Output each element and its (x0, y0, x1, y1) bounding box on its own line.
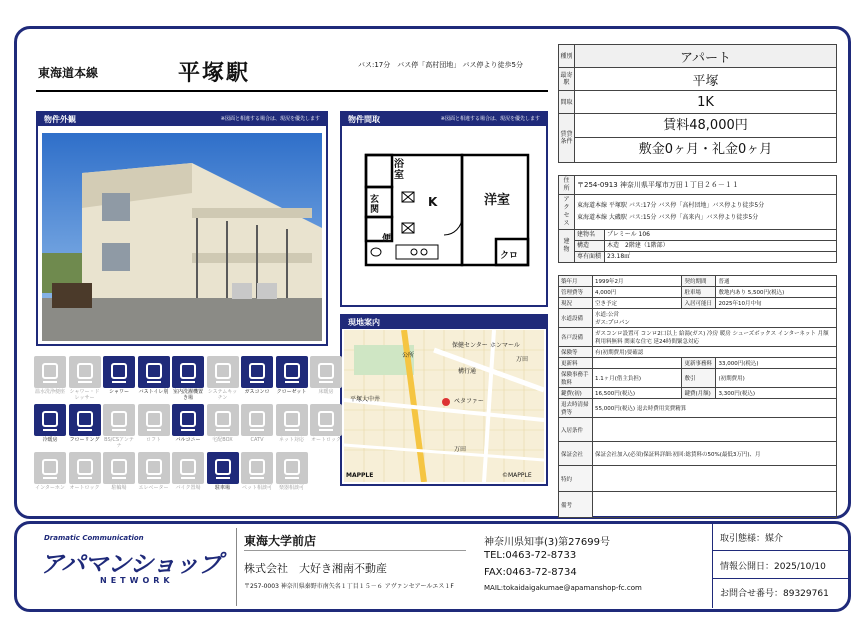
movein-key: 入居可能日 (682, 298, 716, 309)
map-label-1: 公所 (402, 352, 415, 359)
washing-machine-icon (172, 356, 204, 388)
access-line-1: 東海道本線 平塚駅 バス:17分 バス停「高村団地」バス停より徒歩5分 (577, 202, 765, 209)
station-label: 最寄駅 (559, 68, 575, 91)
header-rule (36, 90, 548, 92)
detail-table (558, 175, 837, 263)
shower-dresser-icon (69, 356, 101, 388)
equipment-label: クローゼット (276, 389, 307, 395)
equipment-item (138, 452, 170, 491)
footer-rule-b (713, 578, 849, 579)
equip-value: ガスコンロ設置可 コンロ2口以上 給湯(ガス) 冷房 暖房 シューズボックス インターネット 月額利用料無料 関東な住宅 延24時間緊急対応 (593, 328, 837, 347)
map-label-8: ぺタファー (454, 398, 484, 405)
map-title: 現地案内 (342, 316, 546, 329)
flooring-icon (69, 404, 101, 436)
equipment-item (207, 452, 239, 491)
intercom-icon (34, 452, 66, 484)
equipment-label: ペット相談可 (241, 485, 272, 491)
washlet-icon (34, 356, 66, 388)
type-label: 種別 (559, 45, 575, 68)
internet-icon (276, 404, 308, 436)
floorplan-panel (340, 111, 548, 307)
autolock2-icon (69, 452, 101, 484)
mail: MAIL:tokaidaigakumae@apamanshop-fc.com (484, 584, 642, 592)
equipment-item (138, 404, 170, 443)
access-line-2: 東海道本線 大磯駅 バス:15分 バス停「高来内」バス停より徒歩5分 (577, 214, 759, 221)
cleaning-key: 退去時清掃費等 (559, 399, 593, 418)
spec-table (558, 44, 837, 163)
entrance-label: 玄関 (370, 195, 380, 215)
floorplan-title: 物件間取 (342, 113, 546, 126)
equipment-item (69, 356, 101, 401)
map-label-2: 保健センター (452, 342, 488, 349)
equipment-item (34, 356, 66, 395)
map-label-5: 構行通 (458, 368, 477, 375)
map-label-6: 平塚大中井 (350, 396, 381, 403)
fax: FAX:0463-72-8734 (484, 567, 577, 578)
gas-stove-icon (241, 356, 273, 388)
notes-value (593, 418, 837, 442)
station-name: 平塚駅 (178, 61, 251, 86)
keymo-key: 鍵費(月額) (682, 388, 716, 399)
loft-icon (138, 404, 170, 436)
equipment-label: バルコニー (175, 437, 201, 443)
equipment-label: バストイレ別 (138, 389, 169, 395)
equipment-item (138, 356, 170, 395)
equipment-item (276, 452, 308, 491)
equipment-item (172, 404, 204, 443)
closet-icon (276, 356, 308, 388)
layout-label: 間取 (559, 91, 575, 114)
built-key: 築年月 (559, 276, 593, 287)
map-label-3: ホンマール (490, 342, 520, 349)
equipment-item (34, 404, 66, 443)
bike-icon (172, 452, 204, 484)
equipment-item (207, 356, 239, 401)
company-name: 株式会社 大好き湘南不動産 (244, 562, 387, 575)
footer-rule-a (713, 550, 849, 551)
bldg-struct-key: 構造 (575, 241, 605, 252)
balcony-icon (172, 404, 204, 436)
equipment-label: 温水洗浄便座 (34, 389, 65, 395)
guarantee-value: 1.1ヶ月(借主負担) (593, 369, 682, 388)
equipment-label: インターホン (35, 485, 65, 491)
footer-divider-1 (236, 528, 237, 606)
area-value: 23.18㎡ (605, 252, 837, 263)
status-key: 現況 (559, 298, 593, 309)
tokki-value (593, 466, 837, 492)
equipment-label: システムキッチン (207, 389, 238, 401)
closet-label: クロ (500, 251, 519, 261)
equipment-item (241, 356, 273, 395)
transaction-type: 取引態様：媒介 (720, 534, 784, 544)
key-value: 16,500円(税込) (593, 388, 682, 399)
address-label: 住所 (559, 176, 575, 195)
brand-network: NETWORK (100, 576, 174, 585)
bldg-name: プレミール 106 (605, 230, 837, 241)
equipment-item (276, 404, 308, 443)
building-photo (42, 133, 322, 341)
address-value: 〒254-0913 神奈川県平塚市万田１丁目２６－１１ (575, 176, 837, 195)
tel: TEL:0463-72-8733 (484, 550, 577, 561)
insurance-key: 保険等 (559, 347, 593, 358)
biko-value (593, 492, 837, 518)
utility-gas: ガス:プロパン (595, 320, 630, 326)
key-key: 鍵費(初) (559, 388, 593, 399)
exterior-note: ※図面と相違する場合は、現況を優先します (220, 116, 320, 122)
map-copyright: MAPPLE (346, 472, 374, 479)
equipment-item (103, 404, 135, 449)
equipment-label: シャワー (109, 389, 129, 395)
delivery-box-icon (207, 404, 239, 436)
equipment-item (276, 356, 308, 395)
equipment-label: BS/CSアンテナ (104, 437, 134, 449)
floorplan-drawing (342, 127, 546, 305)
access-summary: バス:17分 バス停「高村団地」 バス停より徒歩5分 (358, 61, 523, 69)
equipment-label: 駐車場 (214, 485, 230, 491)
equipment-label: ガスコンロ (244, 389, 270, 395)
brand-logo: アパマンショップ (40, 550, 221, 578)
access-label: アクセス (559, 195, 575, 230)
rent-label: 賃貸条件 (559, 114, 575, 163)
map-label-4: 万田 (516, 356, 529, 363)
room-bath-label: 浴室 (394, 159, 404, 181)
type-value: アパート (575, 45, 837, 68)
line-name: 東海道本線 (38, 66, 99, 80)
contract-key: 契約期間 (682, 276, 716, 287)
area-map (344, 330, 544, 482)
equipment-label: ネット対応 (278, 437, 304, 443)
built-value: 1999年2月 (593, 276, 682, 287)
catv-icon (241, 404, 273, 436)
renew-key: 更新料 (559, 358, 593, 369)
equipment-item (241, 452, 273, 491)
equipment-item (34, 452, 66, 491)
shop-name: 東海大学前店 (244, 534, 317, 548)
elevator-icon (138, 452, 170, 484)
antenna-icon (103, 404, 135, 436)
equipment-label: オートロック (311, 437, 341, 443)
equipment-label: エレベーター (138, 485, 169, 491)
conditions-table (558, 275, 837, 518)
map-copyright-right: ©MAPPLE (502, 472, 532, 479)
autolock-icon (310, 404, 342, 436)
movein-value: 2025年10月中旬 (716, 298, 837, 309)
equip-key: 各戸設備 (559, 328, 593, 347)
car-icon (207, 452, 239, 484)
equipment-label: 楽器相談可 (278, 485, 304, 491)
equipment-item (69, 404, 101, 443)
equipment-item (69, 452, 101, 491)
inquiry-number: お問合せ番号：89329761 (720, 589, 829, 599)
equipment-label: ロフト (145, 437, 161, 443)
hosho-value: 保証会社加入(必須)保証料詳細:初回:総賃料の50%(最低3万円)、月 (593, 442, 837, 466)
kitchen-icon (207, 356, 239, 388)
footer-divider-2 (712, 524, 713, 608)
aircon-icon (34, 404, 66, 436)
equipment-label: 宅配BOX (212, 437, 233, 443)
mgmt-key: 管理費等 (559, 287, 593, 298)
shower-icon (103, 356, 135, 388)
parking-value: 敷地内あり 5,500円(税込) (716, 287, 837, 298)
equipment-label: シャワー・ドレッサー (69, 389, 100, 401)
map-label-7: 万田 (454, 446, 467, 453)
equipment-item (172, 356, 204, 401)
equipment-label: フローリング (69, 437, 100, 443)
hosho-key: 保証会社 (559, 442, 593, 466)
equipment-item (310, 356, 342, 395)
station-value: 平塚 (575, 68, 837, 91)
equipment-item (103, 356, 135, 395)
insurance-value: 有(初期費用)要確認 (593, 347, 837, 358)
bicycle-icon (103, 452, 135, 484)
mgmt-value: 4,000円 (593, 287, 682, 298)
shiki-value: (初期費用) (716, 369, 837, 388)
license-number: 神奈川県知事(3)第27699号 (484, 537, 610, 548)
toilet-label: 便 (382, 234, 392, 244)
equipment-label: オートロック (69, 485, 100, 491)
notes-key: 入居条件 (559, 418, 593, 442)
area-key: 専有面積 (575, 252, 605, 263)
biko-key: 備考 (559, 492, 593, 518)
shiki-key: 敷引 (682, 369, 716, 388)
equipment-label: 駐輪場 (111, 485, 127, 491)
utility-water: 水道:公営 (595, 312, 619, 318)
instrument-icon (276, 452, 308, 484)
equipment-label: 室内洗濯機置き場 (172, 389, 203, 401)
contract-value: 普通 (716, 276, 837, 287)
equipment-label: 床暖房 (318, 389, 334, 395)
rent-value: 賃料48,000円 (575, 114, 836, 138)
equipment-item (172, 452, 204, 491)
pet-icon (241, 452, 273, 484)
brand-tagline: Dramatic Communication (44, 534, 144, 542)
equipment-label: CATV (250, 437, 264, 443)
floorplan-note: ※図面と相違する場合は、現況を優先します (440, 116, 540, 122)
renewfee-value: 33,000円(税込) (716, 358, 837, 369)
cleaning-value: 55,000円(税込) 退去時費用実費精算 (593, 399, 837, 418)
renew-value (593, 358, 682, 369)
guarantee-key: 保険事務手数料 (559, 369, 593, 388)
room-k-label: K (428, 195, 438, 209)
status-value: 空き予定 (593, 298, 682, 309)
floor-heating-icon (310, 356, 342, 388)
equipment-label: 冷暖房 (42, 437, 58, 443)
bath-toilet-icon (138, 356, 170, 388)
equipment-item (310, 404, 342, 443)
exterior-title: 物件外観 (38, 113, 326, 126)
equipment-item (207, 404, 239, 443)
building-label: 建物 (559, 230, 575, 263)
deposit-value: 敷金0ヶ月・礼金0ヶ月 (638, 142, 773, 157)
utility-key: 水道設備 (559, 309, 593, 328)
room-yoshitsu-label: 洋室 (484, 193, 511, 208)
equipment-item (103, 452, 135, 491)
tokki-key: 特約 (559, 466, 593, 492)
parking-key: 駐車場 (682, 287, 716, 298)
published-date: 情報公開日：2025/10/10 (720, 562, 826, 572)
equipment-item (241, 404, 273, 443)
bldg-name-key: 建物名 (575, 230, 605, 241)
equipment-label: バイク置場 (175, 485, 201, 491)
company-address: 〒257-0003 神奈川県秦野市南矢名１丁目１５－６ アヴァンセアールエス１F (244, 583, 454, 590)
bldg-struct: 木造 2階建（1階部） (605, 241, 837, 252)
shop-rule (244, 550, 466, 551)
layout-value: 1K (575, 91, 837, 114)
keymo-value: 3,300円(税込) (716, 388, 837, 399)
exterior-panel (36, 111, 328, 346)
renewfee-key: 更新事務料 (682, 358, 716, 369)
map-panel (340, 314, 548, 486)
